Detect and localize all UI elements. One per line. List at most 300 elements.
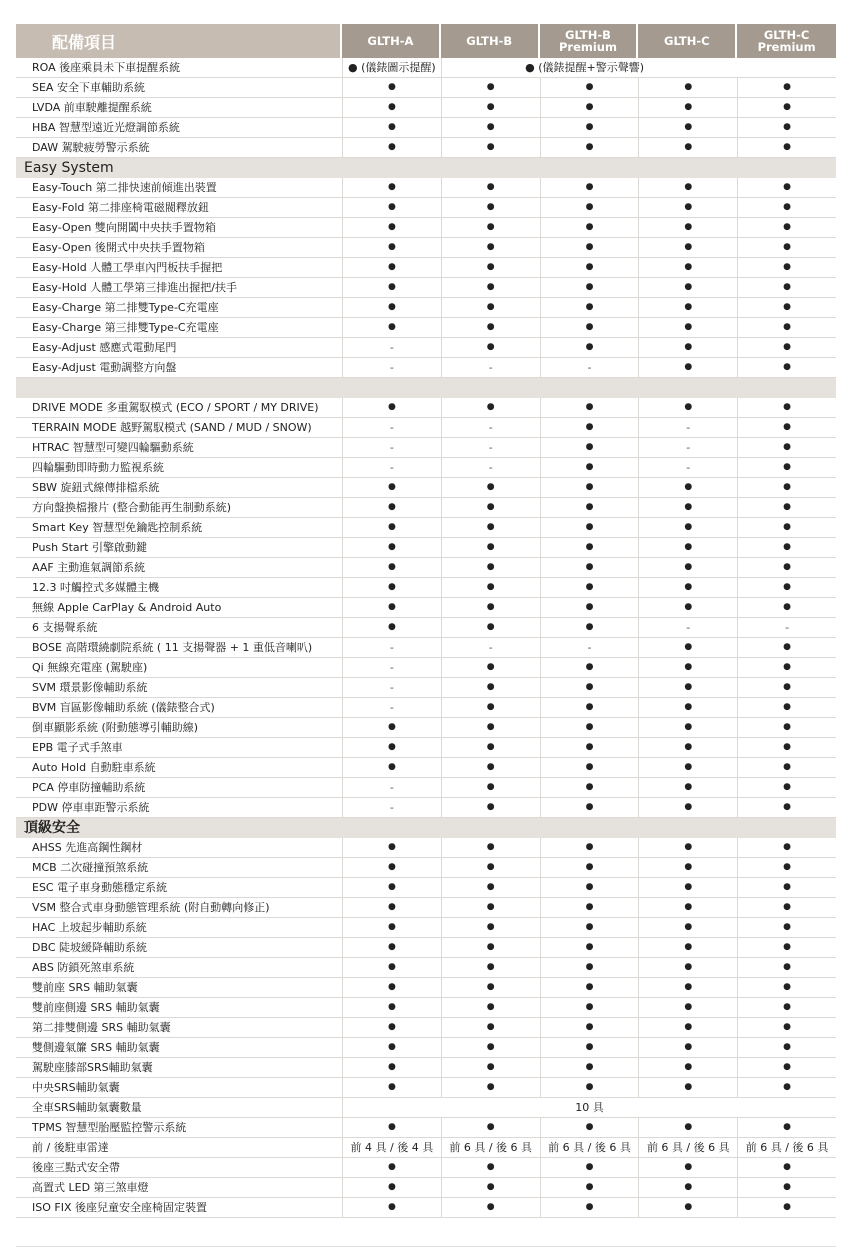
row-cell: ● bbox=[540, 998, 639, 1017]
row-cell: 前 4 具 / 後 4 具 bbox=[342, 1138, 441, 1157]
row-cell: ● bbox=[540, 718, 639, 737]
table-row bbox=[16, 338, 836, 358]
row-cell: ● bbox=[737, 938, 836, 957]
row-cell: - bbox=[342, 458, 441, 477]
table-row bbox=[16, 798, 836, 818]
row-cell: ● bbox=[441, 1178, 540, 1197]
row-label: Easy-Charge 第二排雙Type-C充電座 bbox=[32, 301, 219, 314]
row-cell: ● bbox=[737, 178, 836, 197]
row-cell: ● bbox=[441, 198, 540, 217]
row-cell: ● bbox=[737, 1158, 836, 1177]
table-row bbox=[16, 1078, 836, 1098]
row-cell: ● bbox=[737, 318, 836, 337]
row-cell: ● bbox=[540, 278, 639, 297]
row-cell: ● bbox=[638, 138, 737, 157]
row-cell: ● bbox=[342, 1178, 441, 1197]
row-cell: ● bbox=[342, 238, 441, 257]
row-cell: ● bbox=[540, 1158, 639, 1177]
row-label: AAF 主動進氣調節系統 bbox=[32, 561, 146, 574]
row-cell: ● bbox=[540, 778, 639, 797]
row-cell: ● bbox=[441, 498, 540, 517]
row-label: 後座三點式安全帶 bbox=[32, 1161, 120, 1174]
row-cell: ● bbox=[638, 338, 737, 357]
equipment-table bbox=[16, 24, 836, 1218]
row-cell: ● bbox=[737, 658, 836, 677]
row-cell: - bbox=[342, 418, 441, 437]
row-cell: ● bbox=[540, 978, 639, 997]
row-cell: ● bbox=[638, 798, 737, 817]
row-cell: ● bbox=[638, 1198, 737, 1217]
row-label: HBA 智慧型遠近光燈調節系統 bbox=[32, 121, 180, 134]
table-row bbox=[16, 938, 836, 958]
table-row bbox=[16, 618, 836, 638]
row-cell: ● bbox=[342, 1038, 441, 1057]
row-cell: ● bbox=[737, 198, 836, 217]
table-row bbox=[16, 478, 836, 498]
row-cell: ● bbox=[737, 498, 836, 517]
table-row bbox=[16, 598, 836, 618]
row-label: Auto Hold 自動駐車系統 bbox=[32, 761, 156, 774]
row-cell: ● bbox=[540, 658, 639, 677]
row-cell: ● bbox=[540, 858, 639, 877]
row-label: HAC 上坡起步輔助系統 bbox=[32, 921, 147, 934]
row-cell: 前 6 具 / 後 6 具 bbox=[441, 1138, 540, 1157]
row-cell: ● bbox=[737, 1198, 836, 1217]
row-label: MCB 二次碰撞預煞系統 bbox=[32, 861, 149, 874]
table-row bbox=[16, 858, 836, 878]
table-row bbox=[16, 1118, 836, 1138]
row-cell: ● bbox=[540, 698, 639, 717]
row-cell: 前 6 具 / 後 6 具 bbox=[638, 1138, 737, 1157]
row-label: BOSE 高階環繞劇院系統 ( 11 支揚聲器 + 1 重低音喇叭) bbox=[32, 641, 313, 654]
table-row bbox=[16, 658, 836, 678]
row-cell: ● bbox=[540, 1178, 639, 1197]
header-col-name: GLTH-C bbox=[763, 28, 810, 42]
row-label: 雙前座側邊 SRS 輔助氣囊 bbox=[32, 1001, 160, 1014]
table-row bbox=[16, 178, 836, 198]
table-row bbox=[16, 738, 836, 758]
row-cell: ● bbox=[737, 118, 836, 137]
header-col-glth-a bbox=[342, 24, 441, 58]
row-cell: ● bbox=[441, 898, 540, 917]
row-label: Easy-Charge 第三排雙Type-C充電座 bbox=[32, 321, 219, 334]
row-cell: - bbox=[342, 638, 441, 657]
row-cell: ● bbox=[638, 1078, 737, 1097]
row-cell: - bbox=[342, 798, 441, 817]
row-cell: ● bbox=[441, 98, 540, 117]
row-cell: ● bbox=[638, 838, 737, 857]
row-label: 全車SRS輔助氣囊數量 bbox=[32, 1101, 142, 1114]
row-cell: ● bbox=[342, 938, 441, 957]
table-row bbox=[16, 778, 836, 798]
header-col-name: GLTH-B bbox=[466, 34, 513, 48]
row-cell: ● bbox=[342, 218, 441, 237]
row-label: 無線 Apple CarPlay & Android Auto bbox=[32, 601, 222, 614]
row-label: ABS 防鎖死煞車系統 bbox=[32, 961, 135, 974]
row-label: EPB 電子式手煞車 bbox=[32, 741, 123, 754]
row-cell: ● bbox=[441, 258, 540, 277]
row-cell: ● bbox=[638, 598, 737, 617]
row-cell: ● bbox=[638, 318, 737, 337]
row-cell: ● bbox=[441, 718, 540, 737]
row-cell: ● bbox=[342, 598, 441, 617]
row-cell: - bbox=[540, 638, 639, 657]
row-cell: ● bbox=[737, 558, 836, 577]
row-label: TPMS 智慧型胎壓監控警示系統 bbox=[32, 1121, 187, 1134]
row-cell: - bbox=[441, 638, 540, 657]
row-cell: - bbox=[441, 418, 540, 437]
row-cell: ● bbox=[540, 438, 639, 457]
row-label: 倒車顯影系統 (附動態導引輔助線) bbox=[32, 721, 199, 734]
row-cell: ● bbox=[737, 598, 836, 617]
header-col-glth-b-premium bbox=[540, 24, 639, 58]
row-cell: - bbox=[638, 618, 737, 637]
row-cell: ● bbox=[540, 258, 639, 277]
row-cell: ● bbox=[737, 1078, 836, 1097]
row-cell: ● bbox=[441, 238, 540, 257]
row-cell: ● bbox=[441, 958, 540, 977]
row-cell: ● bbox=[638, 678, 737, 697]
table-row bbox=[16, 58, 836, 78]
table-row bbox=[16, 978, 836, 998]
row-cell: - bbox=[737, 618, 836, 637]
row-cell: ● bbox=[441, 478, 540, 497]
table-row bbox=[16, 438, 836, 458]
row-label: DBC 陡坡緩降輔助系統 bbox=[32, 941, 147, 954]
row-cell: ● bbox=[342, 498, 441, 517]
row-cell: ● bbox=[342, 98, 441, 117]
row-cell: ● bbox=[441, 1198, 540, 1217]
row-cell: ● bbox=[737, 678, 836, 697]
row-cell: ● bbox=[540, 1078, 639, 1097]
row-cell: - bbox=[638, 458, 737, 477]
row-label: Smart Key 智慧型免鑰匙控制系統 bbox=[32, 521, 203, 534]
row-cell: - bbox=[342, 698, 441, 717]
row-cell: ● bbox=[540, 98, 639, 117]
table-row bbox=[16, 358, 836, 378]
row-cell: ● bbox=[737, 978, 836, 997]
table-row bbox=[16, 78, 836, 98]
row-cell: ● bbox=[540, 178, 639, 197]
table-row bbox=[16, 878, 836, 898]
row-cell: ● bbox=[638, 658, 737, 677]
row-label: 方向盤換檔撥片 (整合動能再生制動系統) bbox=[32, 501, 232, 514]
row-cell: ● bbox=[540, 578, 639, 597]
row-cell: ● bbox=[342, 538, 441, 557]
row-cell: ● bbox=[441, 998, 540, 1017]
row-cell: ● bbox=[737, 438, 836, 457]
row-cell: ● bbox=[737, 858, 836, 877]
row-cell: ● bbox=[638, 518, 737, 537]
table-row bbox=[16, 918, 836, 938]
row-cell: ● bbox=[638, 778, 737, 797]
row-cell: ● bbox=[441, 78, 540, 97]
header-title: 配備項目 bbox=[16, 24, 342, 58]
row-cell: ● bbox=[441, 618, 540, 637]
row-cell: ● bbox=[540, 758, 639, 777]
table-row bbox=[16, 258, 836, 278]
row-cell: ● bbox=[342, 898, 441, 917]
row-label: LVDA 前車駛離提醒系統 bbox=[32, 101, 152, 114]
row-cell: ● bbox=[342, 578, 441, 597]
row-cell: ● bbox=[737, 838, 836, 857]
row-cell: ● bbox=[342, 258, 441, 277]
row-label: 高置式 LED 第三煞車燈 bbox=[32, 1181, 149, 1194]
row-cell: ● bbox=[540, 518, 639, 537]
table-row bbox=[16, 458, 836, 478]
table-row bbox=[16, 218, 836, 238]
row-cell: ● bbox=[441, 698, 540, 717]
row-cell: ● bbox=[540, 418, 639, 437]
row-cell: ● bbox=[441, 1058, 540, 1077]
row-cell: ● bbox=[342, 178, 441, 197]
section-header: 頂級安全 bbox=[16, 818, 836, 838]
table-row bbox=[16, 558, 836, 578]
row-cell: ● bbox=[638, 858, 737, 877]
row-label: SBW 旋鈕式線傳排檔系統 bbox=[32, 481, 160, 494]
row-cell: ● bbox=[342, 558, 441, 577]
table-row bbox=[16, 1058, 836, 1078]
row-cell: ● bbox=[540, 1058, 639, 1077]
row-label: 12.3 吋觸控式多媒體主機 bbox=[32, 581, 159, 594]
table-row bbox=[16, 1098, 836, 1118]
row-cell: 前 6 具 / 後 6 具 bbox=[540, 1138, 639, 1157]
row-label: 雙側邊氣簾 SRS 輔助氣囊 bbox=[32, 1041, 160, 1054]
row-cell-span: ● (儀錶圖示提醒) bbox=[342, 58, 441, 77]
row-cell: ● bbox=[737, 98, 836, 117]
header-col-glth-c-premium bbox=[737, 24, 836, 58]
row-cell: ● bbox=[638, 278, 737, 297]
row-cell: ● bbox=[737, 398, 836, 417]
table-row bbox=[16, 1038, 836, 1058]
row-cell: ● bbox=[737, 1018, 836, 1037]
row-label: Easy-Hold 人體工學車內門板扶手握把 bbox=[32, 261, 223, 274]
table-row bbox=[16, 638, 836, 658]
row-cell: ● bbox=[441, 1038, 540, 1057]
row-cell: ● bbox=[638, 978, 737, 997]
row-cell: ● bbox=[638, 918, 737, 937]
row-cell: ● bbox=[441, 578, 540, 597]
row-cell: - bbox=[540, 358, 639, 377]
table-row bbox=[16, 898, 836, 918]
row-cell: - bbox=[441, 458, 540, 477]
row-cell: ● bbox=[540, 238, 639, 257]
row-cell: ● bbox=[342, 918, 441, 937]
row-cell: ● bbox=[342, 1078, 441, 1097]
row-cell: ● bbox=[441, 118, 540, 137]
row-cell: ● bbox=[540, 678, 639, 697]
row-cell: ● bbox=[737, 898, 836, 917]
row-label: SEA 安全下車輔助系統 bbox=[32, 81, 145, 94]
row-cell: ● bbox=[441, 1158, 540, 1177]
row-cell: - bbox=[342, 658, 441, 677]
row-cell: ● bbox=[342, 1158, 441, 1177]
table-row bbox=[16, 498, 836, 518]
row-label: 前 / 後駐車雷達 bbox=[32, 1141, 109, 1154]
row-cell: ● bbox=[540, 318, 639, 337]
table-row bbox=[16, 698, 836, 718]
row-label: Easy-Fold 第二排座椅電磁閥釋放鈕 bbox=[32, 201, 209, 214]
row-cell: ● bbox=[737, 698, 836, 717]
row-cell: - bbox=[638, 438, 737, 457]
row-label: 四輪驅動即時動力監視系統 bbox=[32, 461, 164, 474]
row-cell: ● bbox=[342, 138, 441, 157]
row-cell-span: ● (儀錶提醒+警示聲響) bbox=[441, 58, 836, 77]
row-cell: 前 6 具 / 後 6 具 bbox=[737, 1138, 836, 1157]
row-cell: - bbox=[441, 358, 540, 377]
row-cell: ● bbox=[441, 1118, 540, 1137]
table-row bbox=[16, 238, 836, 258]
row-label: Qi 無線充電座 (駕駛座) bbox=[32, 661, 148, 674]
row-cell: ● bbox=[441, 298, 540, 317]
row-cell: ● bbox=[638, 398, 737, 417]
row-cell: ● bbox=[638, 178, 737, 197]
row-label: ROA 後座乘員未下車提醒系統 bbox=[32, 61, 181, 74]
row-cell: ● bbox=[638, 118, 737, 137]
row-cell: ● bbox=[540, 338, 639, 357]
row-label: SVM 環景影像輔助系統 bbox=[32, 681, 148, 694]
row-cell: ● bbox=[342, 298, 441, 317]
row-cell: ● bbox=[638, 98, 737, 117]
row-cell: ● bbox=[638, 898, 737, 917]
row-cell: ● bbox=[737, 418, 836, 437]
row-cell: - bbox=[441, 438, 540, 457]
row-cell: ● bbox=[638, 938, 737, 957]
row-cell: ● bbox=[737, 298, 836, 317]
row-cell: ● bbox=[342, 858, 441, 877]
row-label: DAW 駕駛疲勞警示系統 bbox=[32, 141, 150, 154]
row-cell: ● bbox=[737, 998, 836, 1017]
row-label: PDW 停車車距警示系統 bbox=[32, 801, 150, 814]
row-label: 第二排雙側邊 SRS 輔助氣囊 bbox=[32, 1021, 171, 1034]
row-cell: ● bbox=[540, 1198, 639, 1217]
row-cell: ● bbox=[638, 558, 737, 577]
row-cell: ● bbox=[737, 258, 836, 277]
row-cell: ● bbox=[737, 358, 836, 377]
row-label: ISO FIX 後座兒童安全座椅固定裝置 bbox=[32, 1201, 207, 1214]
table-row bbox=[16, 198, 836, 218]
row-cell: ● bbox=[737, 718, 836, 737]
row-cell: ● bbox=[540, 878, 639, 897]
row-label: TERRAIN MODE 越野駕馭模式 (SAND / MUD / SNOW) bbox=[32, 421, 312, 434]
table-row bbox=[16, 398, 836, 418]
row-label: Easy-Hold 人體工學第三排進出握把/扶手 bbox=[32, 281, 237, 294]
row-cell: ● bbox=[540, 458, 639, 477]
row-label: ESC 電子車身動態穩定系統 bbox=[32, 881, 168, 894]
row-cell: ● bbox=[737, 238, 836, 257]
row-label: PCA 停車防撞輔助系統 bbox=[32, 781, 146, 794]
row-label: Easy-Open 後開式中央扶手置物箱 bbox=[32, 241, 205, 254]
row-cell: ● bbox=[638, 478, 737, 497]
row-label: Easy-Adjust 感應式電動尾門 bbox=[32, 341, 177, 354]
row-cell: ● bbox=[638, 1058, 737, 1077]
table-row bbox=[16, 418, 836, 438]
header-col-name: GLTH-A bbox=[367, 34, 414, 48]
row-cell: ● bbox=[540, 398, 639, 417]
row-cell: ● bbox=[441, 678, 540, 697]
row-cell: ● bbox=[441, 938, 540, 957]
table-row bbox=[16, 678, 836, 698]
row-cell: ● bbox=[342, 478, 441, 497]
header-col-name: GLTH-B bbox=[565, 28, 611, 42]
header-col-sub: Premium bbox=[757, 40, 816, 54]
row-cell: ● bbox=[737, 918, 836, 937]
row-cell: ● bbox=[540, 618, 639, 637]
row-cell: ● bbox=[540, 538, 639, 557]
row-cell: ● bbox=[737, 538, 836, 557]
row-cell: ● bbox=[441, 598, 540, 617]
row-cell: ● bbox=[638, 1038, 737, 1057]
row-cell: ● bbox=[540, 938, 639, 957]
row-cell: ● bbox=[441, 878, 540, 897]
section-header bbox=[16, 378, 836, 398]
row-cell: - bbox=[342, 358, 441, 377]
row-cell: ● bbox=[737, 1038, 836, 1057]
row-cell: ● bbox=[638, 258, 737, 277]
row-cell: ● bbox=[441, 1078, 540, 1097]
row-cell: ● bbox=[342, 1058, 441, 1077]
table-row bbox=[16, 138, 836, 158]
row-cell: ● bbox=[540, 118, 639, 137]
row-cell: ● bbox=[441, 758, 540, 777]
row-cell: ● bbox=[638, 298, 737, 317]
row-cell: - bbox=[342, 338, 441, 357]
row-cell: ● bbox=[441, 658, 540, 677]
row-cell: ● bbox=[441, 518, 540, 537]
row-cell: ● bbox=[342, 838, 441, 857]
row-label: AHSS 先進高鋼性鋼材 bbox=[32, 841, 143, 854]
row-cell: ● bbox=[540, 198, 639, 217]
row-label: 6 支揚聲系統 bbox=[32, 621, 98, 634]
row-cell: ● bbox=[342, 1018, 441, 1037]
row-cell: ● bbox=[540, 598, 639, 617]
row-cell: ● bbox=[342, 878, 441, 897]
table-header bbox=[16, 24, 836, 58]
table-row bbox=[16, 98, 836, 118]
row-label: VSM 整合式車身動態管理系統 (附自動轉向修正) bbox=[32, 901, 270, 914]
row-cell: ● bbox=[638, 218, 737, 237]
row-cell: ● bbox=[737, 338, 836, 357]
table-row bbox=[16, 998, 836, 1018]
table-row bbox=[16, 278, 836, 298]
row-cell: ● bbox=[638, 958, 737, 977]
row-cell: ● bbox=[441, 538, 540, 557]
header-col-name: GLTH-C bbox=[664, 34, 710, 48]
row-cell: - bbox=[342, 438, 441, 457]
row-cell: ● bbox=[638, 878, 737, 897]
table-row bbox=[16, 758, 836, 778]
table-row bbox=[16, 318, 836, 338]
row-cell: ● bbox=[638, 1158, 737, 1177]
table-row bbox=[16, 538, 836, 558]
row-cell: ● bbox=[342, 78, 441, 97]
row-cell: ● bbox=[638, 578, 737, 597]
row-cell: ● bbox=[441, 138, 540, 157]
row-cell: ● bbox=[342, 718, 441, 737]
header-col-glth-b bbox=[441, 24, 540, 58]
row-cell: ● bbox=[737, 958, 836, 977]
row-label: Easy-Open 雙向開闔中央扶手置物箱 bbox=[32, 221, 216, 234]
row-cell: ● bbox=[737, 758, 836, 777]
table-row bbox=[16, 578, 836, 598]
row-cell: ● bbox=[441, 338, 540, 357]
row-cell: ● bbox=[638, 358, 737, 377]
row-cell: ● bbox=[638, 538, 737, 557]
row-cell: ● bbox=[540, 918, 639, 937]
row-cell: ● bbox=[737, 78, 836, 97]
row-cell: ● bbox=[441, 918, 540, 937]
row-cell: ● bbox=[737, 1178, 836, 1197]
